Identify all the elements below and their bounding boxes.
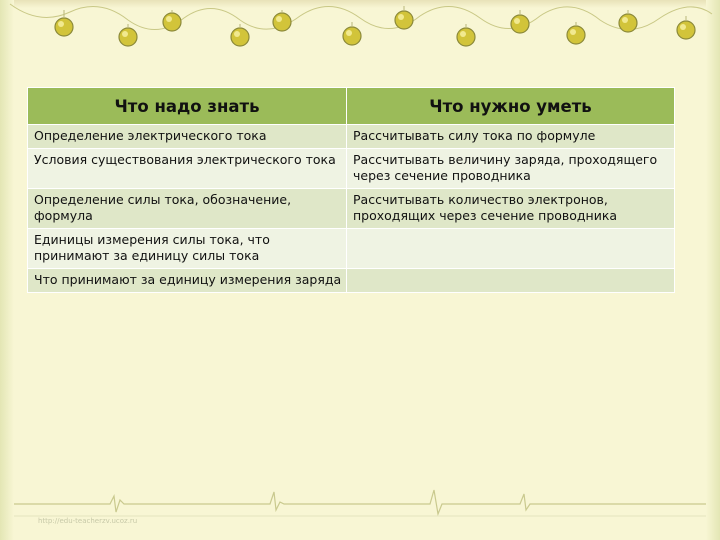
cell-skill (347, 269, 675, 293)
cell-know: Условия существования электрического тока (28, 149, 347, 189)
table-row (28, 125, 675, 149)
cell-skill: Рассчитывать количество электронов, проходящих через сечение проводника (347, 189, 675, 229)
left-border (0, 0, 14, 540)
cell-know: Определение силы тока, обозначение, формула (28, 189, 347, 229)
table-row (28, 149, 675, 189)
cell-know: Что принимают за единицу измерения заряда (28, 269, 347, 293)
table-row (28, 269, 675, 293)
grass-decoration (0, 470, 720, 540)
cell-skill: Рассчитывать силу тока по формуле (347, 125, 675, 149)
header-know: Что надо знать (28, 88, 347, 125)
cell-know: Определение электрического тока (28, 125, 347, 149)
right-border (706, 0, 720, 540)
table-row (28, 229, 675, 269)
table-header-row (28, 88, 675, 125)
garland-decoration (0, 0, 720, 60)
cell-skill (347, 229, 675, 269)
header-skills: Что нужно уметь (347, 88, 675, 125)
table-row (28, 189, 675, 229)
cell-skill: Рассчитывать величину заряда, проходящего через сечение проводника (347, 149, 675, 189)
cell-know: Единицы измерения силы тока, что принимают за единицу силы тока (28, 229, 347, 269)
knowledge-skills-table (27, 87, 675, 293)
watermark: http://edu-teacherzv.ucoz.ru (38, 517, 138, 525)
